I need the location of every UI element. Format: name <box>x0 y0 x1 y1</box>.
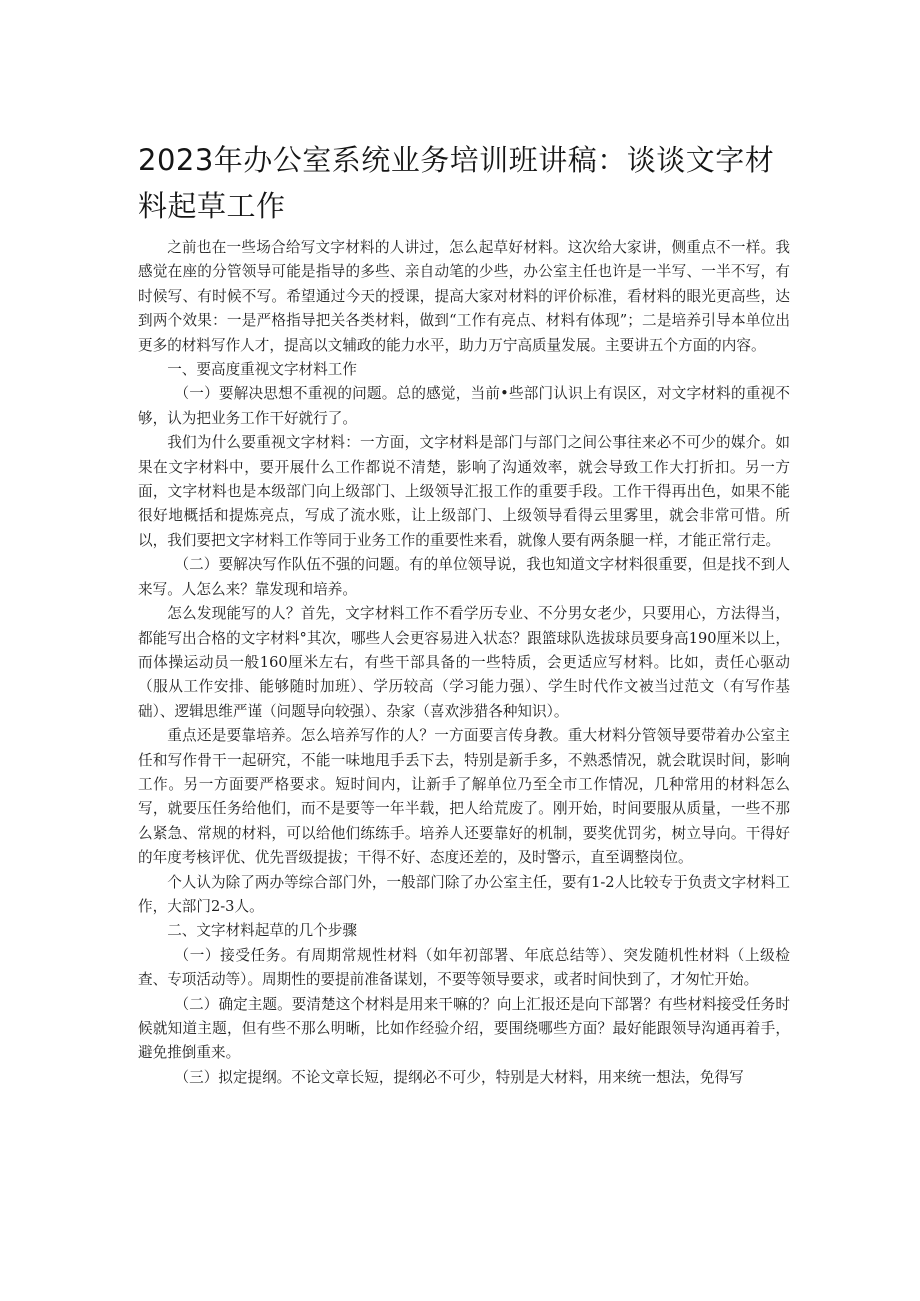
section-heading-2: 二、文字材料起草的几个步骤 <box>167 922 357 940</box>
section-heading-1: 一、要高度重视文字材料工作 <box>167 361 357 379</box>
subsection-1-1: （一）要解决思想不重视的问题。总的感觉，当前•些部门认识上有误区，对文字材料的重视不够，认为把业务工作干好就行了。 <box>138 385 790 427</box>
paragraph: 我们为什么要重视文字材料：一方面，文字材料是部门与部门之间公事往来必不可少的媒介。如果在文字材料中，要开展什么工作都说不清楚，影响了沟通效率，就会导致工作大打折扣。另一方面，文字材料也是本级部门向上级部门、上级领导汇报工作的重要手段。工作干得再出色，如果不能很好地概括和提炼亮点，写成了流水账，让上级部门、上级领导看得云里雾里，就会非常可惜。所以，我们要把文字材料工作等同于业务工作的重要性来看，就像人要有两条腿一样，才能正常行走。 <box>138 434 790 549</box>
paragraph: 重点还是要靠培养。怎么培养写作的人？一方面要言传身教。重大材料分管领导要带着办公室主任和写作骨干一起研究，不能一味地甩手丢下去，特别是新手多，不熟悉情况，就会耽误时间，影响工作。另一方面要严格要求。短时间内，让新手了解单位乃至全市工作情况，几种常用的材料怎么写，就要压任务给他们，而不是要等一年半载，把人给荒废了。刚开始，时间要服从质量，一些不那么紧急、常规的材料，可以给他们练练手。培养人还要靠好的机制，要奖优罚劣，树立导向。干得好的年度考核评优、优先晋级提拔；干得不好、态度还差的，及时警示，直至调整岗位。 <box>138 727 790 867</box>
paragraph-intro: 之前也在一些场合给写文字材料的人讲过，怎么起草好材料。这次给大家讲，侧重点不一样。我感觉在座的分管领导可能是指导的多些、亲自动笔的少些，办公室主任也许是一半写、一半不写，有时候写、有时候不写。希望通过今天的授课，提高大家对材料的评价标准，看材料的眼光更高些，达到两个效果：一是严格指导把关各类材料，做到“工作有亮点、材料有体现”；二是培养引导本单位出更多的材料写作人才，提高以文辅政的能力水平，助力万宁高质量发展。主要讲五个方面的内容。 <box>138 239 790 354</box>
paragraph: 个人认为除了两办等综合部门外，一般部门除了办公室主任，要有1-2人比较专于负责文字材料工作，大部门2-3人。 <box>138 873 790 915</box>
document-title: 2023年办公室系统业务培训班讲稿：谈谈文字材料起草工作 <box>138 143 775 223</box>
subsection-1-2: （二）要解决写作队伍不强的问题。有的单位领导说，我也知道文字材料很重要，但是找不到人来写。人怎么来？靠发现和培养。 <box>138 556 790 598</box>
subsection-2-2: （二）确定主题。要清楚这个材料是用来干嘛的？向上汇报还是向下部署？有些材料接受任务时候就知道主题，但有些不那么明晰，比如作经验介绍，要围绕哪些方面？最好能跟领导沟通再着手，避免推倒重来。 <box>138 995 790 1062</box>
subsection-2-3: （三）拟定提纲。不论文章长短，提纲必不可少，特别是大材料，用来统一想法，免得写 <box>174 1068 744 1086</box>
paragraph: 怎么发现能写的人？首先，文字材料工作不看学历专业、不分男女老少，只要用心，方法得当，都能写出合格的文字材料°其次，哪些人会更容易进入状态？跟篮球队选拔球员要身高190厘米以上，而体操运动员一般160厘米左右，有些干部具备的一些特质，会更适应写材料。比如，责任心驱动（服从工作安排、能够随时加班）、学历较高（学习能力强）、学生时代作文被当过范文（有写作基础）、逻辑思维严谨（问题导向较强）、杂家（喜欢涉猎各种知识）。 <box>138 605 790 720</box>
subsection-2-1: （一）接受任务。有周期常规性材料（如年初部署、年底总结等）、突发随机性材料（上级检查、专项活动等）。周期性的要提前准备谋划，不要等领导要求，或者时间快到了，才匆忙开始。 <box>138 946 790 989</box>
document-body <box>138 236 790 1090</box>
